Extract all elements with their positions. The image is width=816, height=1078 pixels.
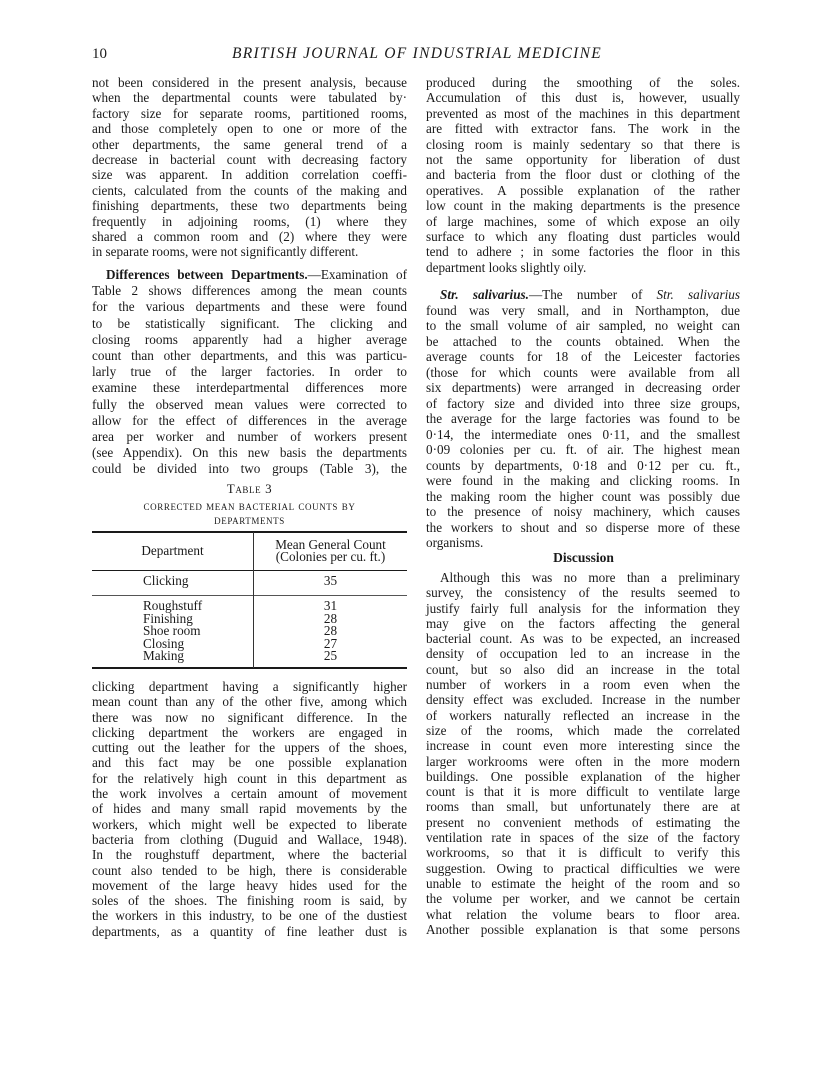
paragraph-str-salivarius	[426, 287, 740, 551]
count-cell: 28	[323, 610, 338, 626]
text-line: counts by departments, 0·18 and 0·12 per cu. ft.,	[426, 457, 740, 473]
department-cell: Making	[143, 648, 185, 664]
text-line: count also tended to be high, there is considerable	[92, 862, 407, 878]
text-line: survey, the consistency of the results seemed to	[426, 585, 740, 601]
text-line: to be statistically significant. The clicking and	[92, 315, 407, 331]
text-line: there was now no significant difference. In the	[92, 709, 407, 725]
text-line: area per worker and number of workers present	[92, 429, 407, 445]
text-line: mean count than any of the other five, among which	[92, 694, 407, 710]
paragraph-first-line	[426, 287, 740, 303]
paragraph-right-1	[426, 75, 740, 275]
text-line: In the roughstuff department, where the bacterial	[92, 847, 407, 863]
text-line: the work involves a certain amount of movement	[92, 786, 407, 802]
text-line: cients, calculated from the counts of the making and	[92, 182, 407, 198]
text-line: produced during the smoothing of the soles.	[426, 75, 740, 90]
text-line: of hides and many small rapid movements by the	[92, 801, 407, 817]
text-line: organisms.	[426, 535, 484, 550]
text-line: the workers to shout and so disperse more of these	[426, 519, 740, 535]
text-run: —The number of	[528, 287, 657, 302]
text-line: present no convenient methods of estimating the	[426, 814, 740, 830]
text-line: decrease in bacterial count with decreasing factory	[92, 152, 407, 168]
section-heading-discussion: Discussion	[553, 550, 614, 565]
text-line: finishing departments, these two departments being	[92, 198, 407, 214]
text-line: 0·14, the intermediate ones 0·11, and the smallest	[426, 426, 740, 442]
text-line: increase in count even more interesting since the	[426, 738, 740, 754]
text-line: prevented as most of the machines in this department	[426, 105, 740, 121]
text-line: count than other departments, and this was particu-	[92, 348, 407, 364]
table-top-rule	[92, 531, 407, 533]
text-line: examine these interdepartmental differences more	[92, 380, 407, 396]
text-line: unable to estimate the height of the room and so	[426, 875, 740, 891]
text-line: workrooms, so that it is difficult to verify this	[426, 845, 740, 861]
text-line: justify fairly full analysis for the information they	[426, 600, 740, 616]
text-line: operatives. A possible explanation of the rather	[426, 182, 740, 198]
text-line: clicking department having a significantly higher	[92, 679, 407, 694]
text-line: movement of the large heavy hides used for the	[92, 877, 407, 893]
text-line: the workers in this industry, to be one of the dustiest	[92, 908, 407, 924]
text-line: (those for which counts were available from all	[426, 364, 740, 380]
text-line: frequently in adjoining rooms, (1) where they	[92, 213, 407, 229]
text-line: count is that it is more difficult to ventilate large	[426, 784, 740, 800]
text-line: Table 2 shows differences among the mean counts	[92, 283, 407, 299]
text-line: were found in the making and clicking rooms. In	[426, 473, 740, 488]
paragraph-discussion	[426, 570, 740, 937]
text-line: may give on the factors affecting the general	[426, 615, 740, 631]
text-line: fully the observed mean values were corrected to	[92, 396, 407, 412]
text-line: rooms than small, but unfortunately there are at	[426, 799, 740, 815]
text-line: of workers naturally reflected an increase in the	[426, 707, 740, 723]
paragraph-first-line	[92, 267, 407, 283]
text-line: density of occupation led to an increase in the	[426, 646, 740, 662]
paragraph-left-1	[92, 75, 407, 260]
text-line: bacterial count. As was to be expected, an increased	[426, 631, 740, 647]
text-line: bacteria from clothing (Duguid and Wallace, 1948).	[92, 831, 407, 847]
text-line: the average for the large factories was found to be	[426, 411, 740, 426]
text-line: ventilation rate in spaces of the size of the factory	[426, 830, 740, 846]
table-label: Table 3	[226, 481, 273, 496]
text-line: buildings. One possible explanation of the higher	[426, 768, 740, 784]
text-line: not the same opportunity for liberation of dust	[426, 152, 740, 168]
text-line: size was apparent. In addition correlation coeffi-	[92, 167, 407, 183]
count-cell: 35	[323, 573, 338, 588]
table-header-count-line-2: (Colonies per cu. ft.)	[275, 549, 386, 564]
text-line: number of workers in a room even when the	[426, 677, 740, 693]
text-line: surface to which any floating dust particles would	[426, 229, 740, 245]
text-line: average counts for 18 of the Leicester factories	[426, 349, 740, 364]
text-line: six departments) were arranged in decreasing order	[426, 380, 740, 395]
text-line: other departments, the same general trend of a	[92, 136, 407, 152]
table-header-rule	[92, 570, 407, 571]
department-cell: Finishing	[143, 610, 193, 626]
text-line: (see Appendix). On this new basis the departments	[92, 445, 407, 461]
text-line: in separate rooms, were not significantly different.	[92, 244, 359, 260]
text-line: what relation the volume bears to floor area.	[426, 906, 740, 922]
text-line: larly true of the larger factories. In order to	[92, 364, 407, 380]
count-cell: 28	[323, 623, 338, 639]
text-line: found was very small, and in Northampton, due	[426, 302, 740, 318]
text-line: and this fact may be one possible explanation	[92, 755, 407, 771]
page-number: 10	[92, 46, 107, 62]
count-cell: 27	[323, 635, 338, 651]
text-line: workers, which might well be expected to liberate	[92, 816, 407, 832]
text-run: —Examination of	[307, 267, 407, 282]
text-line: larger workrooms were often in the more modern	[426, 753, 740, 769]
text-line: be attached to the counts obtained. When the	[426, 333, 740, 349]
text-line: of factory size and divided into three size groups,	[426, 395, 740, 411]
text-line: are fitted with extractor fans. The work in the	[426, 121, 740, 137]
paragraph-differences-between-departments	[92, 267, 407, 478]
table-header-department: Department	[141, 543, 204, 558]
text-line: factory size for separate rooms, partitioned rooms,	[92, 105, 407, 121]
table-caption-line-1: corrected mean bacterial counts by	[143, 499, 356, 513]
text-line: suggestion. Owing to practical difficulties we were	[426, 860, 740, 876]
text-line: tend to adhere ; in some factories the floor in this	[426, 244, 740, 260]
table-group-rule	[92, 595, 407, 596]
paragraph-left-3	[92, 679, 407, 939]
table-caption-line-2: departments	[214, 513, 285, 527]
count-cell: 31	[323, 598, 338, 613]
text-line: cutting out the leather for the uppers of the shoes,	[92, 740, 407, 756]
table-bottom-rule	[92, 667, 407, 669]
text-line: to the small volume of air sampled, no weight can	[426, 318, 740, 333]
department-cell: Clicking	[143, 573, 189, 588]
text-line: low count in the making departments is the presence	[426, 198, 740, 214]
running-head-journal-title: BRITISH JOURNAL OF INDUSTRIAL MEDICINE	[231, 45, 602, 62]
department-cell: Roughstuff	[143, 598, 203, 613]
text-line: allow for the effect of differences in the average	[92, 412, 407, 428]
text-line: for the relatively high count in this department as	[92, 770, 407, 786]
count-cell: 25	[323, 648, 338, 664]
text-line: and those completely open to one or more of the	[92, 121, 407, 137]
text-line: size of the rooms, which made the correlated	[426, 722, 740, 738]
text-line: for the various departments and these were found	[92, 299, 407, 315]
section-heading-str-salivarius: Str. salivarius.	[440, 287, 529, 302]
species-name: Str. salivarius	[656, 287, 740, 302]
text-line: closing room is mainly sedentary so that there is	[426, 136, 740, 152]
text-line: count, but so also did an increase in the total	[426, 661, 740, 677]
text-line: could be divided into two groups (Table 3), the	[92, 461, 407, 477]
text-line: the volume per worker, and we cannot be certain	[426, 891, 740, 907]
text-line: closing rooms apparently had a higher average	[92, 331, 407, 347]
text-line: 0·09 colonies per cu. ft. of air. The highest mean	[426, 442, 740, 457]
text-line: Although this was no more than a preliminary	[440, 570, 740, 585]
text-line: not been considered in the present analysis, because	[92, 75, 407, 90]
text-line: of large machines, some of which expose an oily	[426, 213, 740, 229]
text-line: Accumulation of this dust is, however, usually	[426, 90, 740, 106]
text-line: soles of the shoes. The finishing room is said, by	[92, 893, 407, 909]
text-line: when the departmental counts were tabulated by·	[92, 90, 407, 106]
text-line: shared a common room and (2) where they were	[92, 229, 407, 245]
text-line: density effect was excluded. Increase in the number	[426, 692, 740, 708]
text-line: department looks slightly oily.	[426, 259, 587, 275]
table-header-count-line-1: Mean General Count	[275, 537, 386, 552]
department-cell: Closing	[143, 635, 185, 651]
text-line: and bacteria from the floor dust or clothing of the	[426, 167, 740, 183]
department-cell: Shoe room	[143, 623, 201, 639]
text-line: to the presence of noisy machinery, which causes	[426, 504, 740, 519]
text-line: departments, as a quantity of fine leather dust is	[92, 923, 407, 939]
text-line: clicking department the workers are engaged in	[92, 724, 407, 740]
text-line: the making room the higher count was possibly due	[426, 488, 740, 504]
text-line: Another possible explanation is that some persons	[426, 921, 740, 937]
section-heading-differences: Differences between Departments.	[106, 267, 308, 282]
